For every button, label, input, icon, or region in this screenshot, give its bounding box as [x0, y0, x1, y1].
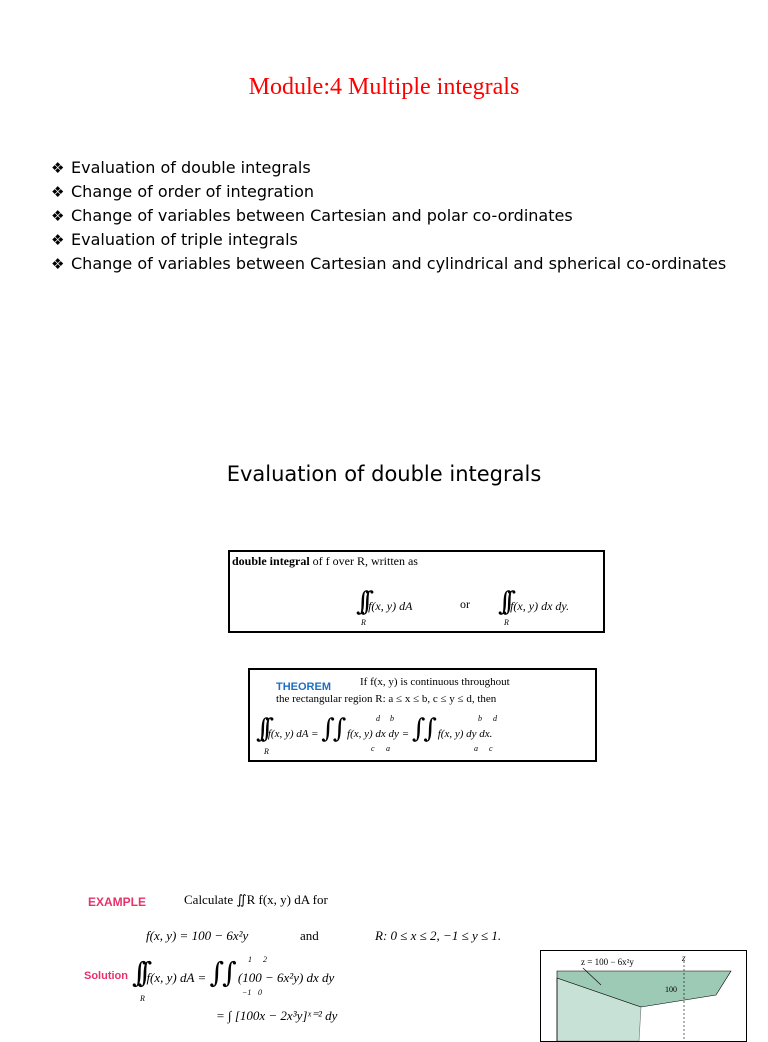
- integral-icon: ∫: [411, 714, 424, 744]
- topic-item: ❖ Change of variables between Cartesian and cylindrical and spherical co-ordinates: [51, 252, 726, 276]
- theorem-line-1: If f(x, y) is continuous throughout: [360, 676, 510, 688]
- section-heading: Evaluation of double integrals: [226, 462, 542, 486]
- topic-item: ❖ Change of variables between Cartesian and polar co-ordinates: [51, 204, 726, 228]
- limit-upper: b: [390, 714, 394, 723]
- integral-icon: ∫: [321, 714, 333, 744]
- limit-lower: c: [489, 744, 493, 753]
- or-text: or: [460, 597, 470, 611]
- definition-lead: double integral of f over R, written as: [232, 554, 418, 568]
- integral-icon: ∫: [332, 714, 345, 744]
- region-label: R: [504, 618, 509, 627]
- limit-lower: a: [474, 744, 478, 753]
- topic-item: ❖ Evaluation of triple integrals: [51, 228, 726, 252]
- integral-icon: ∫: [423, 714, 435, 744]
- double-integral-icon: ∫∫: [132, 956, 144, 989]
- limit-lower: a: [386, 744, 390, 753]
- definition-form-2: ∫∫ f(x, y) dx dy.: [498, 587, 570, 617]
- topic-item: ❖ Change of order of integration: [51, 180, 726, 204]
- region-label: R: [264, 747, 269, 756]
- definition-form-1: ∫∫ f(x, y) dA: [356, 587, 413, 617]
- tick-label: 100: [665, 985, 677, 994]
- limit-lower: c: [371, 744, 375, 753]
- double-integral-icon: ∫∫: [356, 587, 366, 617]
- double-integral-icon: ∫∫: [256, 714, 266, 744]
- limit-upper: b: [478, 714, 482, 723]
- theorem-line-2: the rectangular region R: a ≤ x ≤ b, c ≤ y ≤ d, then: [276, 693, 497, 705]
- double-integral-icon: ∫∫: [498, 587, 508, 617]
- surface-label: z = 100 − 6x²y: [581, 957, 634, 967]
- topic-list: [51, 156, 726, 276]
- limit-lower: −1: [242, 988, 252, 997]
- region-label: R: [361, 618, 366, 627]
- example-prompt: Calculate ∬R f(x, y) dA for: [184, 892, 328, 907]
- solution-step-1: ∫∫ f(x, y) dA = ∫∫ (100 − 6x²y) dx dy: [132, 956, 335, 989]
- integral-icon: ∫: [222, 956, 235, 989]
- diamond-bullet-icon: ❖: [51, 207, 65, 225]
- surface-plot: [541, 951, 746, 1041]
- solution-label: Solution: [84, 970, 128, 982]
- z-axis-label: z: [682, 953, 686, 963]
- diamond-bullet-icon: ❖: [51, 159, 65, 177]
- diamond-bullet-icon: ❖: [51, 255, 65, 273]
- topic-item: ❖ Evaluation of double integrals: [51, 156, 726, 180]
- module-title: Module:4 Multiple integrals: [248, 74, 520, 100]
- and-text: and: [300, 928, 319, 943]
- example-region: R: 0 ≤ x ≤ 2, −1 ≤ y ≤ 1.: [375, 928, 502, 943]
- definition-box: [228, 550, 605, 633]
- limit-upper: d: [376, 714, 380, 723]
- diamond-bullet-icon: ❖: [51, 231, 65, 249]
- limit-lower: 0: [258, 988, 262, 997]
- theorem-label: THEOREM: [276, 681, 331, 693]
- solution-step-2: = ∫ [100x − 2x³y]ˣ⁼² dy: [216, 1008, 338, 1023]
- limit-upper: d: [493, 714, 497, 723]
- limit-upper: 1: [248, 955, 252, 964]
- integral-icon: ∫: [209, 956, 223, 989]
- theorem-box: [248, 668, 597, 762]
- limit-upper: 2: [263, 955, 267, 964]
- example-function: f(x, y) = 100 − 6x²y: [146, 928, 249, 943]
- example-label: EXAMPLE: [88, 895, 147, 909]
- theorem-equation: ∫∫ f(x, y) dA = ∫∫ f(x, y) dx dy = ∫∫ f(x, y) dy dx.: [256, 714, 493, 744]
- region-label: R: [140, 994, 145, 1003]
- diamond-bullet-icon: ❖: [51, 183, 65, 201]
- surface-figure: [540, 950, 747, 1042]
